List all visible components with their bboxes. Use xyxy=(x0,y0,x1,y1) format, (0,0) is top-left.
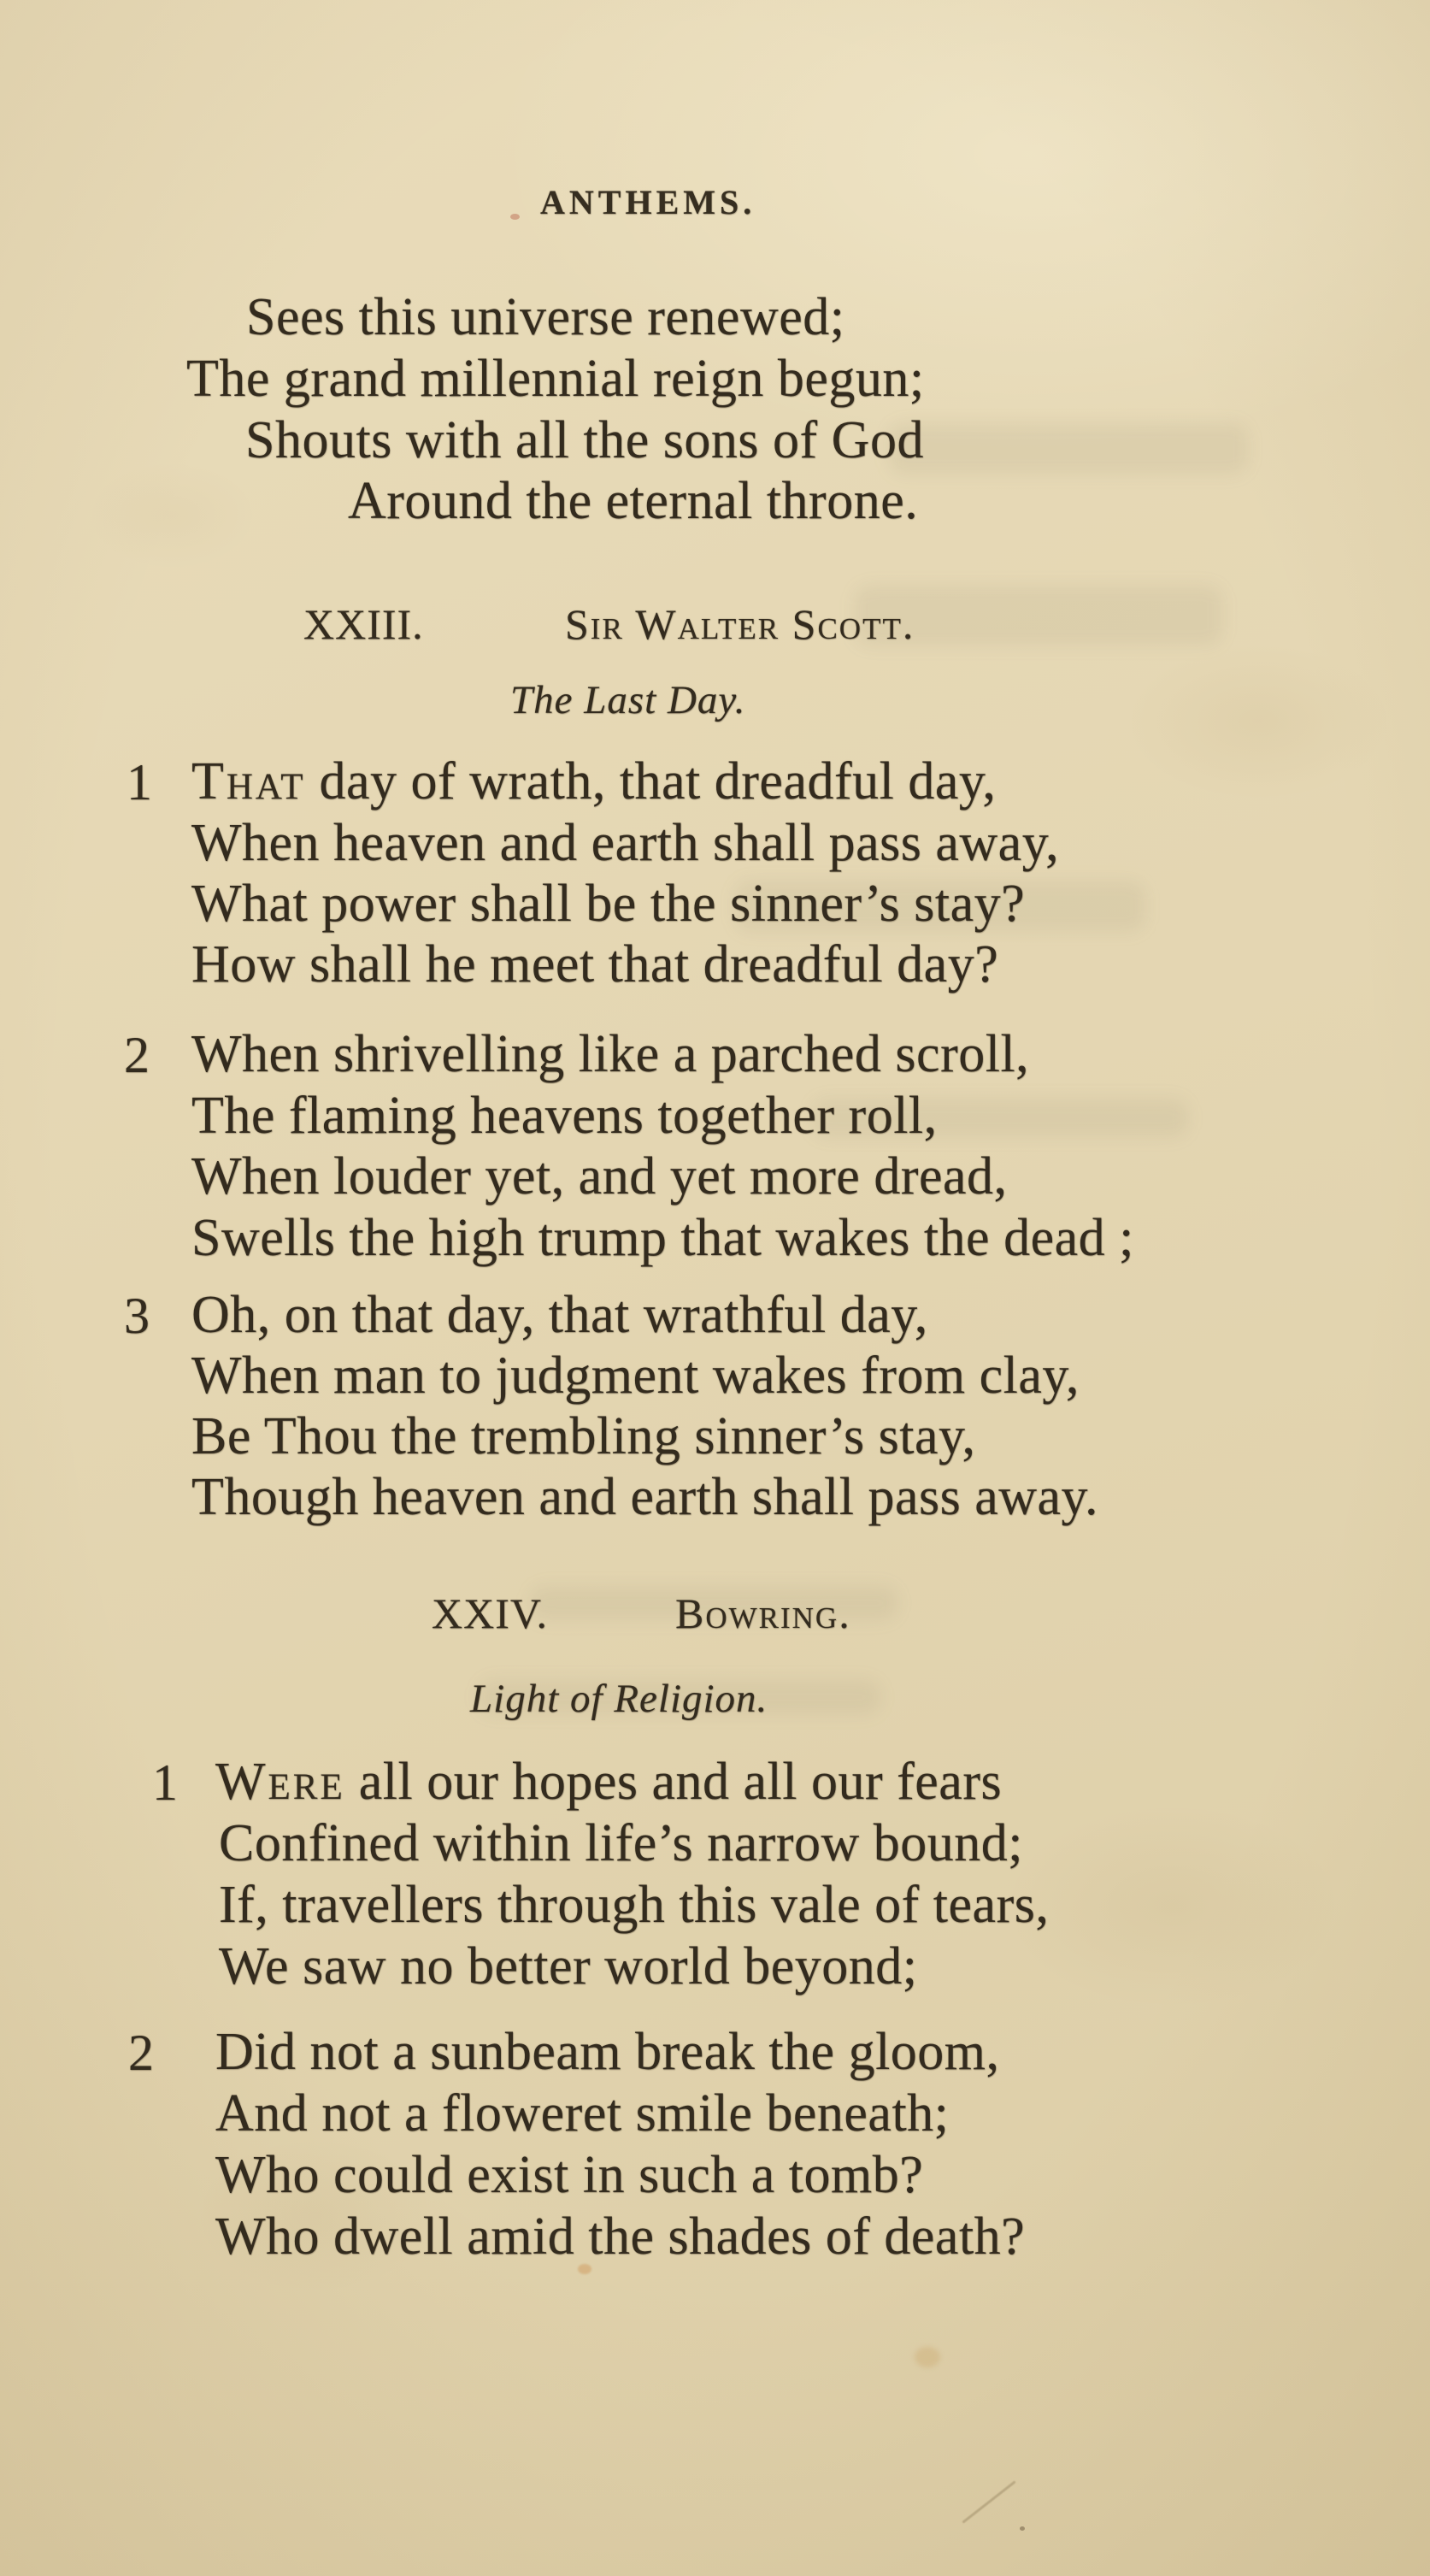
running-header: ANTHEMS. xyxy=(540,183,756,221)
verse-line: Did not a sunbeam break the gloom, xyxy=(215,2023,1000,2081)
verse-line: Shouts with all the sons of God xyxy=(245,411,924,469)
verse-line: The flaming heavens together roll, xyxy=(191,1087,938,1145)
stanza-number: 1 xyxy=(152,1754,179,1811)
verse-text: all our hopes and all our fears xyxy=(344,1753,1003,1811)
verse-line: When man to judgment wakes from clay, xyxy=(191,1347,1080,1405)
verse-line: Who could exist in such a tomb? xyxy=(215,2146,924,2204)
verse-line: Who dwell amid the shades of death? xyxy=(215,2208,1026,2266)
verse-line: Oh, on that day, that wrathful day, xyxy=(191,1286,928,1344)
stanza-number: 3 xyxy=(124,1288,150,1344)
verse-line: Though heaven and earth shall pass away. xyxy=(191,1468,1099,1526)
verse-line: Swells the high trump that wakes the dead ; xyxy=(191,1209,1134,1267)
hymn-number: XXIII. xyxy=(303,600,424,648)
stanza-number: 2 xyxy=(124,1027,150,1083)
verse-line: If, travellers through this vale of tears, xyxy=(219,1876,1050,1934)
verse-line xyxy=(191,752,997,811)
hymn-title: The Last Day. xyxy=(510,678,746,722)
verse-line: Sees this universe renewed; xyxy=(246,288,845,346)
verse-line xyxy=(215,1753,1003,1811)
verse-lead: Were xyxy=(215,1753,345,1811)
verse-line: And not a floweret smile beneath; xyxy=(215,2084,950,2143)
hymn-author: Bowring. xyxy=(675,1589,851,1637)
verse-line: Around the eternal throne. xyxy=(348,472,919,530)
verse-line: How shall he meet that dreadful day? xyxy=(191,935,999,993)
hymn-number: XXIV. xyxy=(432,1589,549,1637)
stanza-number: 2 xyxy=(128,2025,155,2081)
verse-line: When shrivelling like a parched scroll, xyxy=(191,1025,1030,1083)
hymn-author: Sir Walter Scott. xyxy=(565,600,915,648)
scratch-mark xyxy=(962,2480,1015,2523)
hymn-title: Light of Religion. xyxy=(470,1677,768,1721)
verse-lead: That xyxy=(191,752,306,811)
paper-speck xyxy=(1020,2526,1025,2531)
verse-line: Confined within life’s narrow bound; xyxy=(219,1814,1023,1872)
paper-stain xyxy=(915,2347,940,2367)
verse-text: day of wrath, that dreadful day, xyxy=(305,752,997,811)
stanza-number: 1 xyxy=(127,754,153,811)
verse-line: What power shall be the sinner’s stay? xyxy=(191,875,1026,933)
verse-line: The grand millennial reign begun; xyxy=(186,350,925,408)
verse-line: We saw no better world beyond; xyxy=(219,1937,918,1995)
verse-line: When heaven and earth shall pass away, xyxy=(191,814,1060,872)
verse-line: Be Thou the trembling sinner’s stay, xyxy=(191,1407,976,1465)
showthrough-mark xyxy=(889,423,1248,475)
verse-line: When louder yet, and yet more dread, xyxy=(191,1147,1008,1205)
paper-speck xyxy=(510,214,520,220)
